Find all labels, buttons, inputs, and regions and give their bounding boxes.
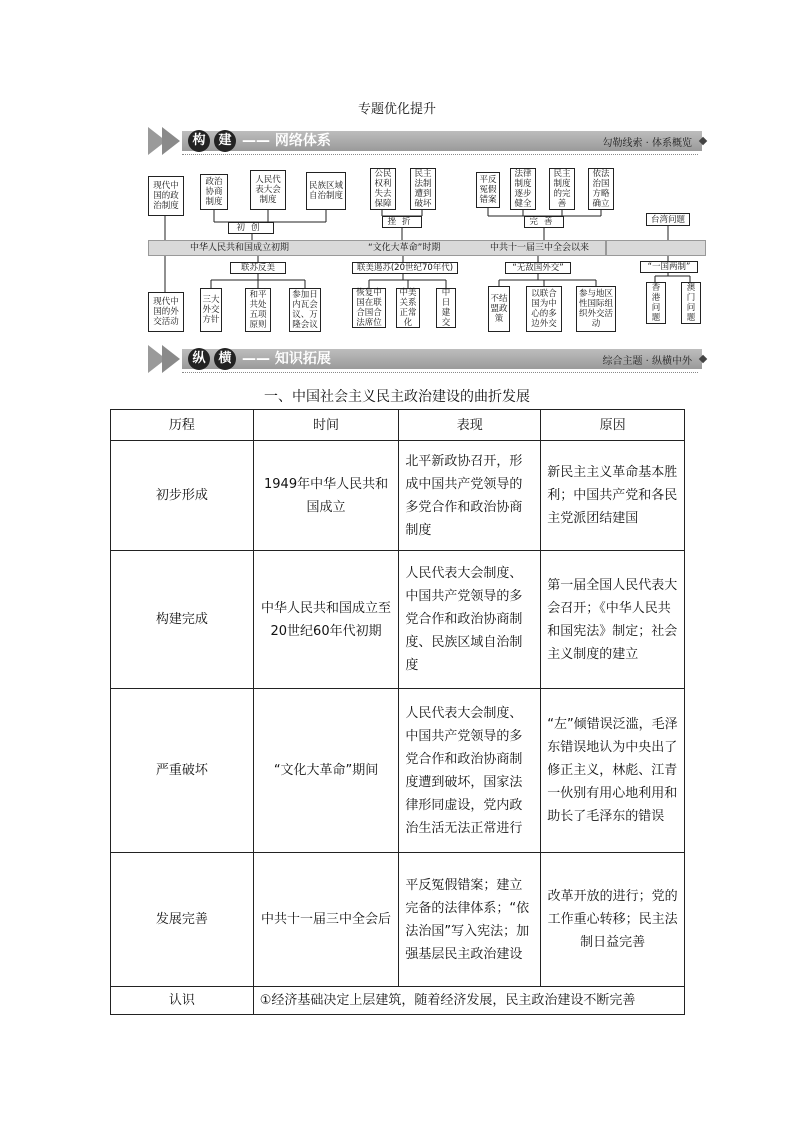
timeline-period-2: “文化大革命”时期 [368, 243, 441, 253]
diagram-node: 人民代表大会制度 [250, 170, 286, 210]
cause-cell: 第一届全国人民代表大会召开；《中华人民共和国宪法》制定；社会主义制度的建立 [541, 551, 685, 689]
cause-cell: 改革开放的进行；党的工作重心转移；民主法制日益完善 [541, 853, 685, 987]
time-cell: 1949年中华人民共和国成立 [253, 441, 399, 551]
banner-char-1: 构 [188, 130, 210, 152]
banner-char-1: 纵 [188, 348, 210, 370]
manifest-cell: 北平新政协召开，形成中国共产党领导的多党合作和政治协商制度 [399, 441, 541, 551]
table-row [111, 551, 685, 689]
diagram-node-diplomacy: 现代中国的外交活动 [148, 292, 184, 332]
section-title: 一、中国社会主义民主政治建设的曲折发展 [264, 389, 530, 405]
table-row [111, 689, 685, 853]
section-banner-expand [148, 345, 708, 373]
cause-cell: 新民主主义革命基本胜利；中国共产党和各民主党派团结建国 [541, 441, 685, 551]
table-row [111, 853, 685, 987]
diagram-node: 恢复中国在联合国合法席位 [352, 288, 386, 328]
table-header-row [111, 410, 685, 441]
manifest-cell: 平反冤假错案；建立完备的法律体系；“依法治国”写入宪法；加强基层民主政治建设 [399, 853, 541, 987]
footer-label: 认识 [111, 987, 254, 1015]
diagram-label-cuozhe: 挫折 [382, 216, 422, 228]
table-footer-row [111, 987, 685, 1015]
diagram-node: 民族区域自治制度 [306, 172, 346, 210]
democracy-development-table [110, 409, 685, 1015]
diagram-node: 政治协商制度 [200, 174, 228, 210]
diagram-node: 中美关系正常化 [396, 288, 420, 328]
diagram-node: 法律制度逐步健全 [510, 168, 536, 210]
time-cell: 中共十一届三中全会后 [253, 853, 399, 987]
diagram-label-liansu: 联苏反美 [230, 262, 286, 274]
table-header: 历程 [111, 410, 254, 441]
stage-cell: 严重破坏 [111, 689, 254, 853]
banner-side-text: 勾勒线索 · 体系概览 [602, 138, 692, 149]
stage-cell: 发展完善 [111, 853, 254, 987]
diagram-node: 不结盟政策 [488, 286, 510, 332]
diagram-node: 参与地区性国际组织外交活动 [576, 286, 616, 332]
banner-side-text: 综合主题 · 纵横中外 [602, 356, 692, 367]
diagram-node: 以联合国为中心的多边外交 [526, 286, 562, 332]
diagram-node: 三大外交方针 [200, 288, 222, 332]
footer-text: ①经济基础决定上层建筑，随着经济发展，民主政治建设不断完善 [253, 987, 684, 1015]
diagram-label-one-country: “一国两制” [640, 261, 698, 273]
diagram-node: 澳门问题 [681, 282, 701, 324]
diagram-label-chuchuang: 初创 [228, 222, 274, 234]
time-cell: “文化大革命”期间 [253, 689, 399, 853]
timeline-period-1: 中华人民共和国成立初期 [190, 243, 290, 253]
cause-cell: “左”倾错误泛滥，毛泽东错误地认为中央出了修正主义，林彪、江青一伙别有用心地利用和助长了毛泽东的错误 [541, 689, 685, 853]
timeline-period-3: 中共十一届三中全会以来 [490, 243, 590, 253]
diagram-node: 公民权利失去保障 [370, 168, 396, 210]
diagram-label-wanshan: 完善 [524, 216, 564, 228]
table-row [111, 441, 685, 551]
table-header: 原因 [541, 410, 685, 441]
diagram-node-taiwan: 台湾问题 [646, 213, 690, 226]
diagram-node: 参加日内瓦会议、万隆会议 [289, 288, 321, 332]
banner-char-2: 建 [214, 130, 236, 152]
banner-title: —— 知识拓展 [242, 351, 331, 367]
diagram-node-political-system: 现代中国的政治制度 [148, 176, 184, 216]
banner-char-2: 横 [214, 348, 236, 370]
diagram-node: 依法治国方略确立 [588, 168, 614, 210]
diagram-label-lianmei: 联美遏苏(20世纪70年代) [352, 262, 458, 274]
stage-cell: 初步形成 [111, 441, 254, 551]
manifest-cell: 人民代表大会制度、中国共产党领导的多党合作和政治协商制度、民族区域自治制度 [399, 551, 541, 689]
time-cell: 中华人民共和国成立至20世纪60年代初期 [253, 551, 399, 689]
diagram-node: 民主制度的完善 [549, 168, 575, 210]
diagram-label-wudi: “无敌国外交” [505, 262, 571, 274]
stage-cell: 构建完成 [111, 551, 254, 689]
diagram-node: 民主法制遭到破坏 [410, 168, 436, 210]
page-title: 专题优化提升 [357, 102, 436, 117]
diagram-node: 香港问题 [646, 282, 666, 324]
banner-title: —— 网络体系 [242, 133, 331, 149]
diagram-node: 中日建交 [436, 288, 456, 328]
diagram-node: 平反冤假错案 [476, 172, 500, 208]
table-header: 表现 [399, 410, 541, 441]
table-header: 时间 [253, 410, 399, 441]
diagram-node: 和平共处五项原则 [245, 288, 271, 332]
manifest-cell: 人民代表大会制度、中国共产党领导的多党合作和政治协商制度遭到破坏，国家法律形同虚设，党内政治生活无法正常进行 [399, 689, 541, 853]
